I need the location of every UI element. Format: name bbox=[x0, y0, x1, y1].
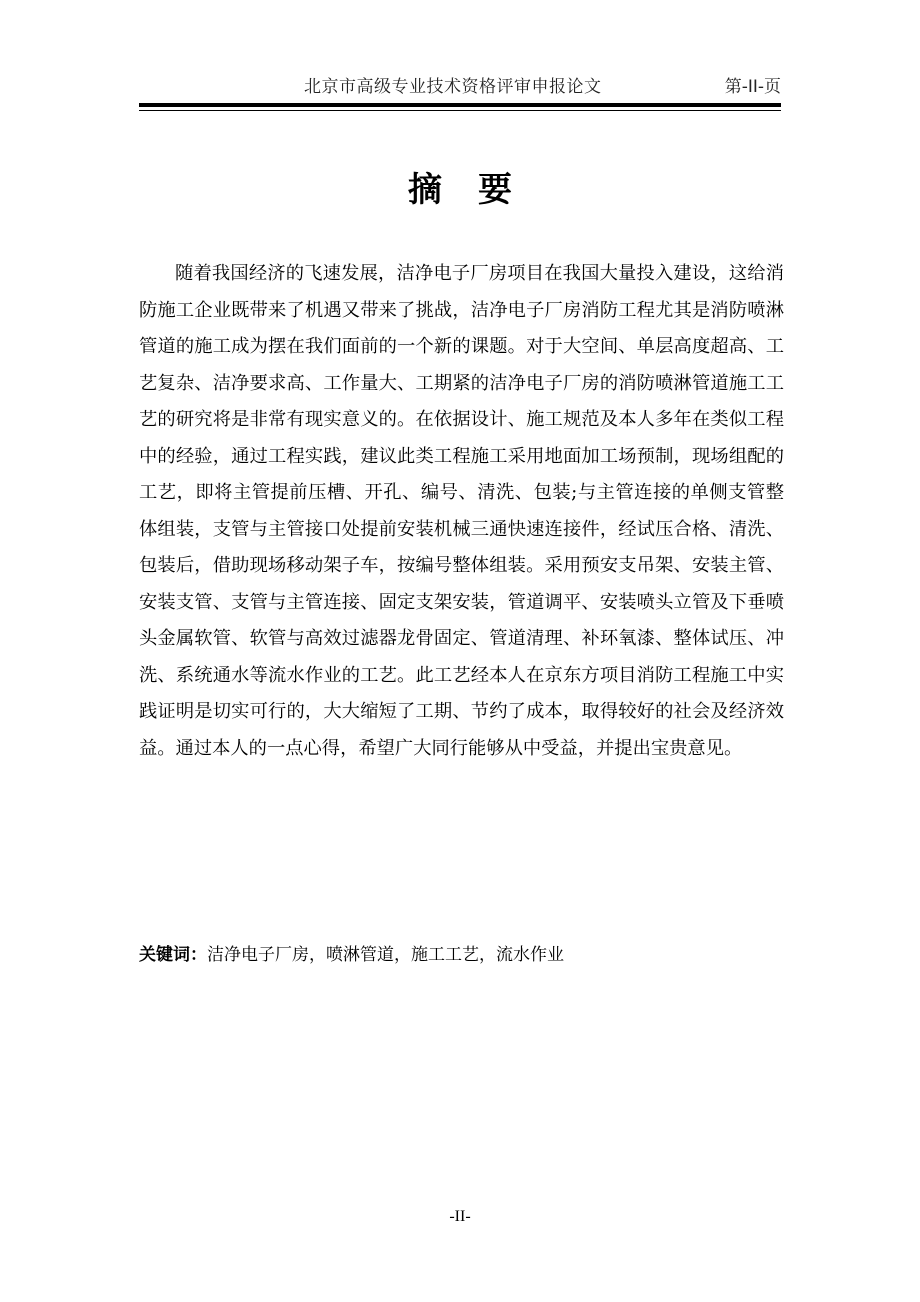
header-title: 北京市高级专业技术资格评审申报论文 bbox=[304, 77, 602, 97]
keywords-line bbox=[139, 940, 784, 965]
page-title: 摘要 bbox=[408, 170, 548, 210]
header-rule-thick bbox=[139, 103, 781, 107]
page-header bbox=[139, 70, 781, 100]
keywords-label: 关键词： bbox=[139, 945, 207, 965]
footer-page-number: -II- bbox=[449, 1208, 471, 1225]
header-rule-thin bbox=[139, 110, 781, 111]
keywords-text: 洁净电子厂房，喷淋管道，施工工艺，流水作业 bbox=[207, 945, 564, 965]
abstract-paragraph: 随着我国经济的飞速发展，洁净电子厂房项目在我国大量投入建设，这给消防施工企业既带来了机遇又带来了挑战，洁净电子厂房消防工程尤其是消防喷淋管道的施工成为摆在我们面前的一个新的课题。对于大空间、单层高度超高、工艺复杂、洁净要求高、工作量大、工期紧的洁净电子厂房的消防喷淋管道施工工艺的研究将是非常有现实意义的。在依据设计、施工规范及本人多年在类似工程中的经验，通过工程实践，建议此类工程施工采用地面加工场预制，现场组配的工艺，即将主管提前压槽、开孔、编号、清洗、包装;与主管连接的单侧支管整体组装，支管与主管接口处提前安装机械三通快速连接件，经试压合格、清洗、包装后，借助现场移动架子车，按编号整体组装。采用预安支吊架、安装主管、安装支管、支管与主管连接、固定支架安装，管道调平、安装喷头立管及下垂喷头金属软管、软管与高效过滤器龙骨固定、管道清理、补环氧漆、整体试压、冲洗、系统通水等流水作业的工艺。此工艺经本人在京东方项目消防工程施工中实践证明是切实可行的，大大缩短了工期、节约了成本，取得较好的社会及经济效益。通过本人的一点心得，希望广大同行能够从中受益，并提出宝贵意见。 bbox=[139, 263, 784, 759]
header-page-label: 第-II-页 bbox=[724, 77, 781, 97]
